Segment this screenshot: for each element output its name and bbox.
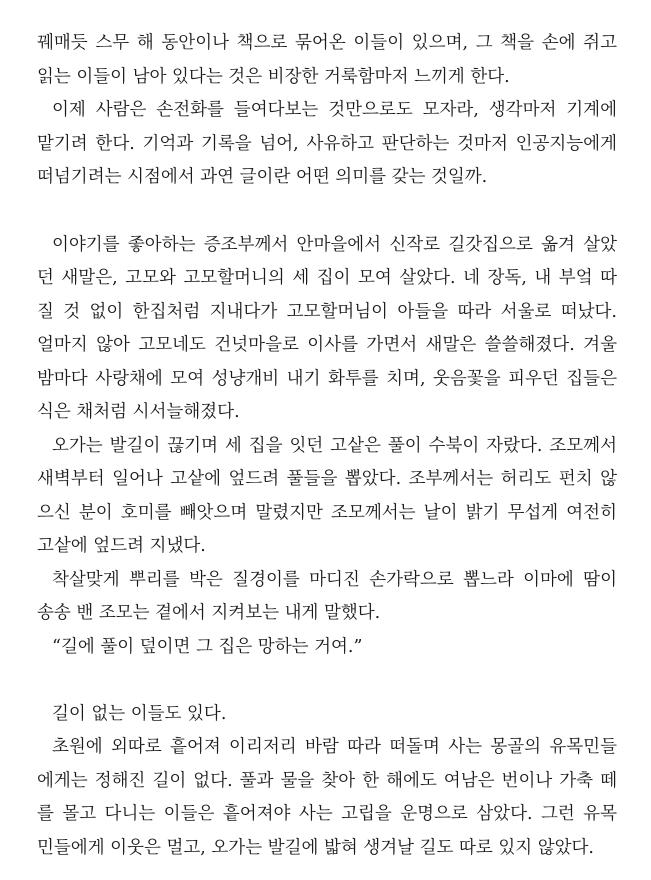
text-line: 송송 밴 조모는 곁에서 지켜보는 내게 말했다. — [37, 603, 381, 623]
text-line: 질 것 없이 한집처럼 지내다가 고모할머님이 아들을 따라 서울로 떠났다. — [37, 302, 617, 322]
text-line: 를 몰고 다니는 이들은 흩어져야 사는 고립을 운명으로 삼았다. 그런 유목 — [37, 804, 617, 824]
text-line: 이야기를 좋아하는 증조부께서 안마을에서 신작로 길갓집으로 옮겨 살았 — [52, 235, 617, 255]
text-line: 초원에 외따로 흩어져 이리저리 바람 따라 떠돌며 사는 몽골의 유목민들 — [52, 737, 617, 757]
text-line: 던 새말은, 고모와 고모할머니의 세 집이 모여 살았다. 네 장독, 내 부엌 따 — [37, 268, 617, 288]
quote-line: “길에 풀이 덮이면 그 집은 망하는 거여.” — [52, 637, 363, 657]
text-line: 민들에게 이웃은 멀고, 오가는 발길에 밟혀 생겨날 길도 따로 있지 않았다. — [37, 838, 594, 858]
text-line: 밤마다 사랑채에 모여 성냥개비 내기 화투를 치며, 웃음꽃을 피우던 집들은 — [37, 369, 617, 389]
text-line: 착살맞게 뿌리를 박은 질경이를 마디진 손가락으로 뽑느라 이마에 땀이 — [52, 570, 617, 590]
text-line: 새벽부터 일어나 고샅에 엎드려 풀들을 뽑았다. 조부께서는 허리도 펀치 않 — [37, 469, 617, 489]
text-line: 에게는 정해진 길이 없다. 풀과 물을 찾아 한 해에도 여남은 번이나 가축 떼 — [37, 771, 617, 791]
text-line: 맡기려 한다. 기억과 기록을 넘어, 사유하고 판단하는 것마저 인공지능에게 — [37, 134, 617, 154]
text-line: 길이 없는 이들도 있다. — [52, 704, 227, 724]
text-line: 오가는 발길이 끊기며 세 집을 잇던 고샅은 풀이 수북이 자랐다. 조모께서 — [52, 436, 617, 456]
text-line: 떠넘기려는 시점에서 과연 글이란 어떤 의미를 갖는 것일까. — [37, 167, 488, 187]
text-line: 읽는 이들이 남아 있다는 것은 비장한 거룩함마저 느끼게 한다. — [37, 67, 510, 87]
text-line: 꿰매듯 스무 해 동안이나 책으로 묶어온 이들이 있으며, 그 책을 손에 쥐고 — [37, 33, 617, 53]
text-line: 고샅에 엎드려 지냈다. — [37, 536, 206, 556]
text-line: 으신 분이 호미를 빼앗으며 말렸지만 조모께서는 날이 밝기 무섭게 여전히 — [37, 503, 617, 523]
text-line: 이제 사람은 손전화를 들여다보는 것만으로도 모자라, 생각마저 기계에 — [52, 100, 617, 120]
text-line: 얼마지 않아 고모네도 건넛마을로 이사를 가면서 새말은 쓸쓸해졌다. 겨울 — [37, 335, 617, 355]
text-line: 식은 채처럼 시서늘해졌다. — [37, 402, 240, 422]
